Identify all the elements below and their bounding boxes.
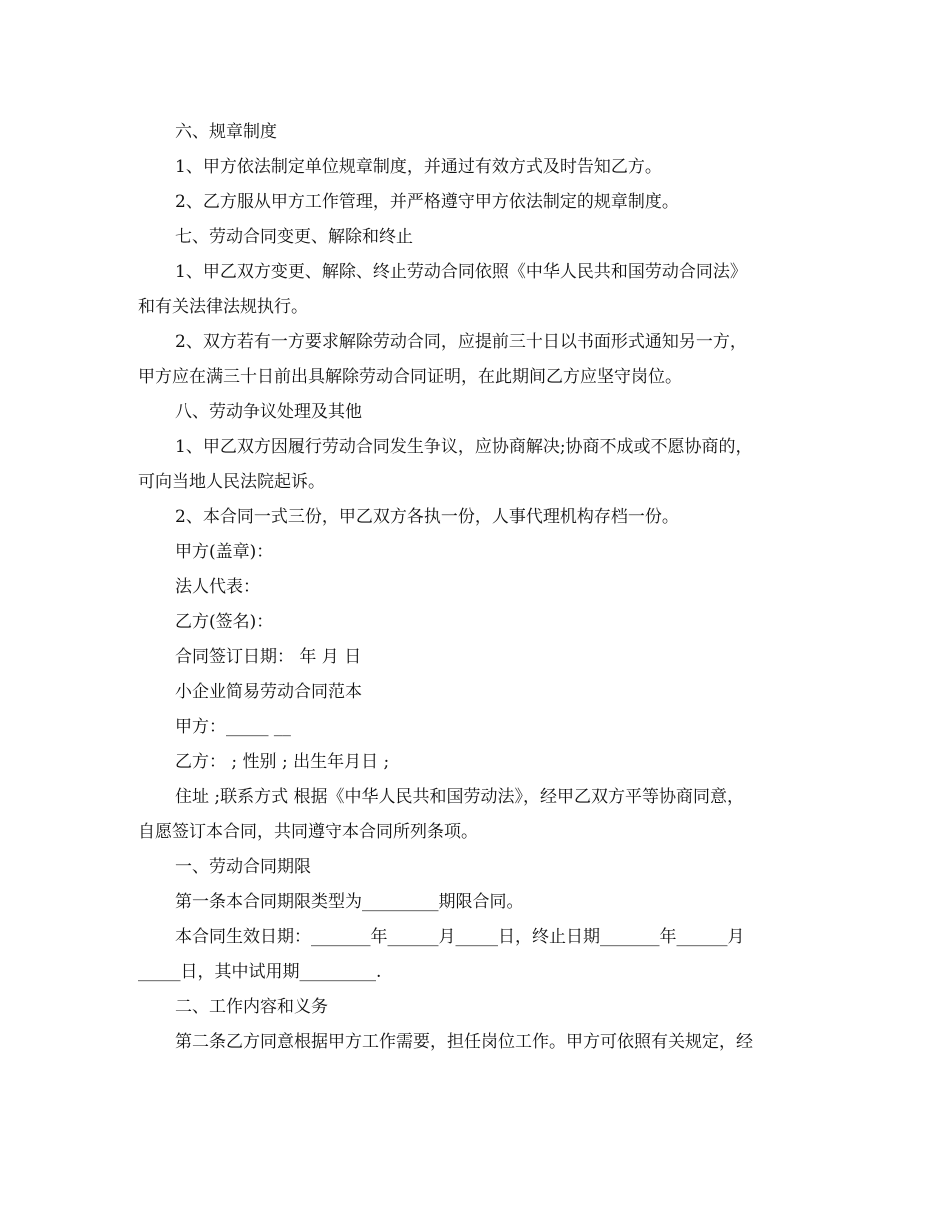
address-paragraph-cont: 自愿签订本合同，共同遵守本合同所列条项。 [138, 822, 478, 842]
address-paragraph: 住址 ;联系方式 根据《中华人民共和国劳动法》，经甲乙双方平等协商同意， [175, 787, 745, 807]
article-2: 第二条乙方同意根据甲方工作需要，担任岗位工作。甲方可依照有关规定，经 [175, 1032, 753, 1052]
document-body [138, 115, 818, 1060]
article-1: 第一条本合同期限类型为_________期限合同。 [175, 892, 524, 912]
paragraph-rules-1: 1、甲方依法制定单位规章制度，并通过有效方式及时告知乙方。 [175, 157, 662, 177]
paragraph-change-1-cont: 和有关法律法规执行。 [138, 297, 308, 317]
paragraph-change-2: 2、双方若有一方要求解除劳动合同，应提前三十日以书面形式通知另一方， [175, 332, 747, 352]
effective-date-cont: _____日，其中试用期_________. [138, 962, 382, 982]
paragraph-disputes-2: 2、本合同一式三份，甲乙双方各执一份，人事代理机构存档一份。 [175, 507, 679, 527]
section-heading-rules: 六、规章制度 [175, 122, 277, 142]
signature-party-b: 乙方(签名)： [175, 612, 274, 632]
section-heading-contract-change: 七、劳动合同变更、解除和终止 [175, 227, 413, 247]
paragraph-rules-2: 2、乙方服从甲方工作管理，并严格遵守甲方依法制定的规章制度。 [175, 192, 679, 212]
party-a-field: 甲方：_____ __ [175, 717, 291, 737]
paragraph-disputes-1-cont: 可向当地人民法院起诉。 [138, 472, 325, 492]
section-heading-disputes: 八、劳动争议处理及其他 [175, 402, 362, 422]
paragraph-disputes-1: 1、甲乙双方因履行劳动合同发生争议，应协商解决;协商不成或不愿协商的， [175, 437, 753, 457]
paragraph-change-1: 1、甲乙双方变更、解除、终止劳动合同依照《中华人民共和国劳动合同法》 [175, 262, 747, 282]
signing-date: 合同签订日期： 年 月 日 [175, 647, 362, 667]
signature-legal-rep: 法人代表： [175, 577, 260, 597]
document-subtitle: 小企业简易劳动合同范本 [175, 682, 362, 702]
paragraph-change-2-cont: 甲方应在满三十日前出具解除劳动合同证明，在此期间乙方应坚守岗位。 [138, 367, 682, 387]
section-heading-duties: 二、工作内容和义务 [175, 997, 328, 1017]
effective-date: 本合同生效日期：_______年______月_____日，终止日期_______年______月 [175, 927, 745, 947]
party-b-field: 乙方： ; 性别 ; 出生年月日 ; [175, 752, 390, 772]
section-heading-term: 一、劳动合同期限 [175, 857, 311, 877]
signature-party-a: 甲方(盖章)： [175, 542, 274, 562]
